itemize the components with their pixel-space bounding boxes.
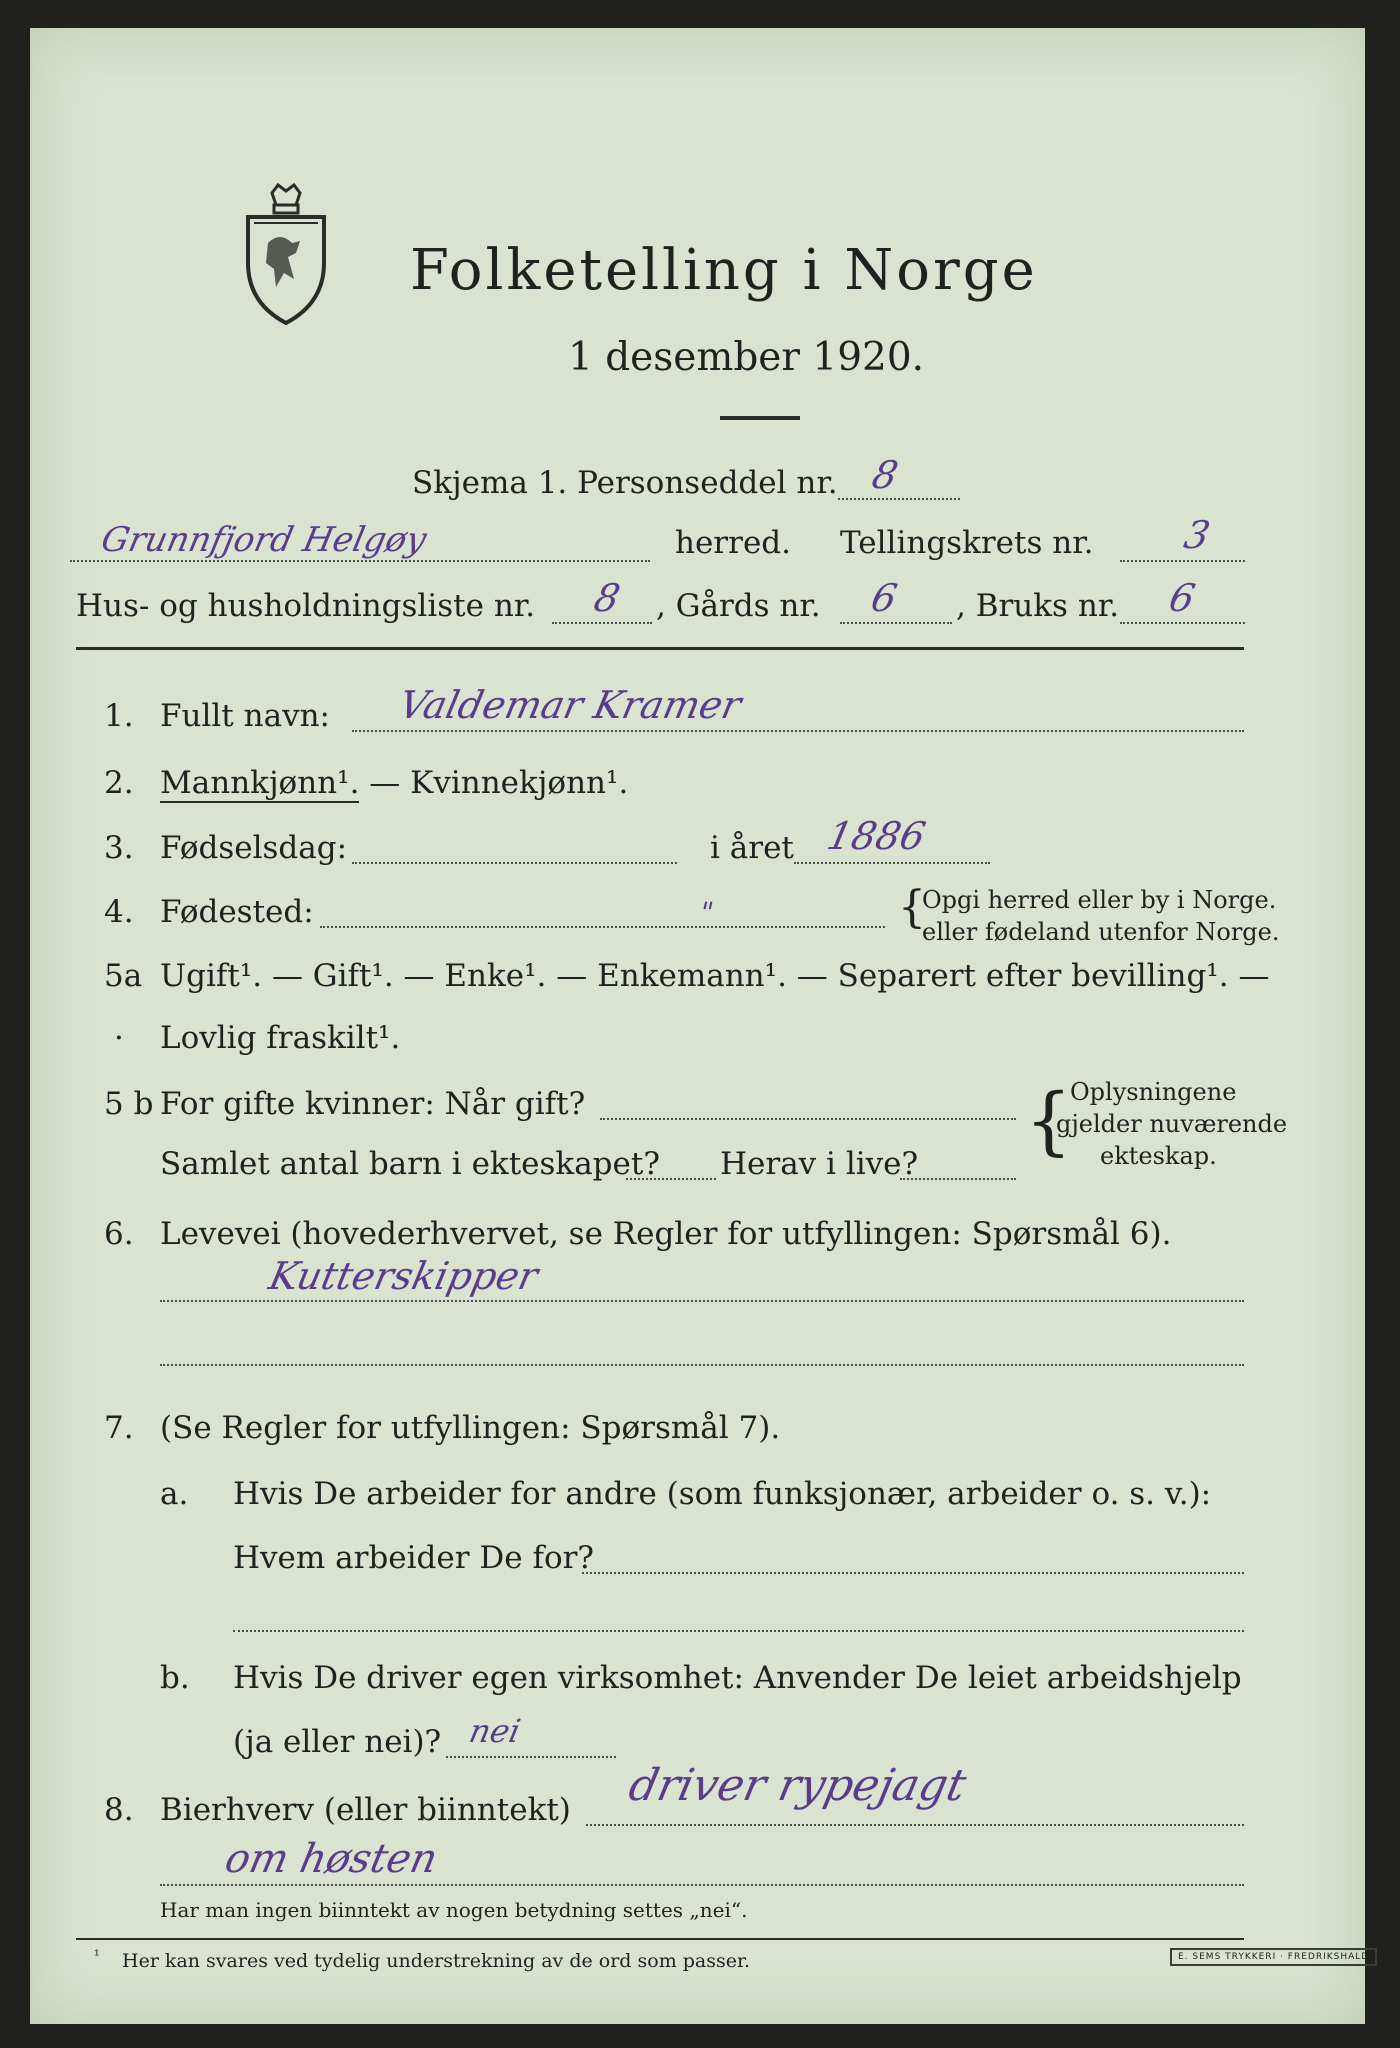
gards-value: 6: [867, 576, 901, 620]
q7-number: 7.: [104, 1410, 134, 1446]
herred-value: Grunnfjord Helgøy: [97, 520, 430, 560]
q5a-bullet: ·: [114, 1020, 124, 1056]
side-income-field[interactable]: [586, 1824, 1244, 1826]
birthplace-field[interactable]: [320, 926, 885, 928]
schema-label: Skjema 1. Personseddel nr.: [412, 465, 838, 501]
children-alive-field[interactable]: [900, 1178, 1016, 1180]
footnote-text: Her kan svares ved tydelig understrekning av de ord som passer.: [122, 1950, 751, 1972]
tellingskrets-value: 3: [1180, 513, 1214, 557]
sex-option-female[interactable]: Kvinnekjønn¹.: [410, 765, 629, 801]
birthday-label: Fødselsdag:: [160, 830, 348, 866]
footnote-mark: ¹: [94, 1948, 100, 1964]
sex-option-male[interactable]: Mannkjønn¹.: [160, 765, 360, 801]
occupation-field-2[interactable]: [160, 1364, 1244, 1366]
herred-field[interactable]: [70, 560, 650, 562]
q1-label: Fullt navn:: [160, 698, 330, 734]
hired-help-value: nei: [465, 1712, 524, 1750]
household-list-value: 8: [590, 576, 624, 620]
q4-number: 4.: [104, 894, 134, 930]
divorced-option[interactable]: Lovlig fraskilt¹.: [160, 1020, 401, 1056]
printer-stamp: E. SEMS TRYKKERI · FREDRIKSHALD: [1170, 1948, 1377, 1966]
title-divider: [720, 416, 800, 420]
gards-field[interactable]: [840, 622, 952, 624]
schema-value: 8: [868, 453, 902, 497]
household-list-field[interactable]: [552, 622, 652, 624]
birth-year-value: 1886: [823, 814, 930, 858]
bruks-label: , Bruks nr.: [956, 588, 1120, 624]
form-title: Folketelling i Norge: [410, 238, 1038, 303]
q7a-letter: a.: [160, 1476, 189, 1512]
tellingskrets-label: Tellingskrets nr.: [840, 525, 1094, 561]
q6-number: 6.: [104, 1216, 134, 1252]
gards-label: , Gårds nr.: [656, 588, 821, 624]
birthplace-note-2: eller fødeland utenfor Norge.: [922, 918, 1280, 946]
census-date: 1 desember 1920.: [568, 335, 925, 380]
footer-divider: [76, 1938, 1244, 1940]
census-form: [30, 28, 1370, 2024]
side-income-value-2: om høsten: [221, 1836, 442, 1882]
q1-number: 1.: [104, 698, 134, 734]
marriage-note-3: ekteskap.: [1100, 1142, 1217, 1170]
children-alive-label: Herav i live?: [720, 1146, 919, 1182]
full-name-field[interactable]: [352, 730, 1244, 732]
employer-label: Hvem arbeider De for?: [233, 1540, 595, 1576]
schema-field[interactable]: [838, 498, 960, 500]
birth-year-field[interactable]: [794, 862, 990, 864]
employer-field[interactable]: [582, 1572, 1244, 1574]
side-income-field-2[interactable]: [160, 1884, 1244, 1886]
birth-year-label: i året: [710, 830, 794, 866]
side-income-value-1: driver rypejagt: [624, 1760, 971, 1811]
herred-label: herred.: [675, 525, 791, 561]
q5a-number: 5a: [104, 958, 143, 994]
birthplace-value: ": [696, 896, 717, 929]
q8-number: 8.: [104, 1792, 134, 1828]
coat-of-arms-icon: [236, 183, 336, 328]
marriage-note-2: gjelder nuværende: [1056, 1110, 1288, 1138]
q7-label: (Se Regler for utfyllingen: Spørsmål 7).: [160, 1410, 781, 1446]
birthplace-brace: {: [898, 882, 926, 933]
q3-number: 3.: [104, 830, 134, 866]
children-total-label: Samlet antal barn i ekteskapet?: [160, 1146, 660, 1182]
married-when-field[interactable]: [600, 1118, 1016, 1120]
bruks-field[interactable]: [1120, 622, 1245, 624]
occupation-label: Levevei (hovederhvervet, se Regler for utfyllingen: Spørsmål 6).: [160, 1216, 1172, 1252]
header-divider: [76, 647, 1244, 650]
full-name-value: Valdemar Kramer: [395, 683, 746, 727]
occupation-value: Kutterskipper: [265, 1254, 542, 1298]
birthday-field[interactable]: [352, 862, 677, 864]
hired-help-label: (ja eller nei)?: [233, 1724, 442, 1760]
sex-options: [160, 765, 628, 801]
tellingskrets-field[interactable]: [1120, 560, 1245, 562]
side-income-note: Har man ingen biinntekt av nogen betydning settes „nei“.: [160, 1898, 748, 1922]
q7b-text: Hvis De driver egen virksomhet: Anvender De leiet arbeidshjelp: [233, 1660, 1242, 1696]
q7b-letter: b.: [160, 1660, 190, 1696]
birthplace-note-1: Opgi herred eller by i Norge.: [922, 886, 1277, 914]
marriage-note-1: Oplysningene: [1070, 1078, 1237, 1106]
q2-number: 2.: [104, 765, 134, 801]
q5b-number: 5 b: [104, 1086, 154, 1122]
q7a-text: Hvis De arbeider for andre (som funksjonær, arbeider o. s. v.):: [233, 1476, 1212, 1512]
employer-field-2[interactable]: [233, 1630, 1244, 1632]
marital-status-options[interactable]: Ugift¹. — Gift¹. — Enke¹. — Enkemann¹. — Separert efter bevilling¹. —: [160, 958, 1270, 994]
birthplace-label: Fødested:: [160, 894, 314, 930]
hired-help-field[interactable]: [446, 1756, 616, 1758]
occupation-field[interactable]: [160, 1300, 1244, 1302]
side-income-label: Bierhverv (eller biinntekt): [160, 1792, 571, 1828]
married-when-label: For gifte kvinner: Når gift?: [160, 1086, 586, 1122]
marriage-brace: {: [1025, 1078, 1073, 1164]
bruks-value: 6: [1165, 576, 1199, 620]
household-list-label: Hus- og husholdningsliste nr.: [76, 588, 536, 624]
sex-separator: —: [359, 765, 411, 801]
children-total-field[interactable]: [626, 1178, 716, 1180]
